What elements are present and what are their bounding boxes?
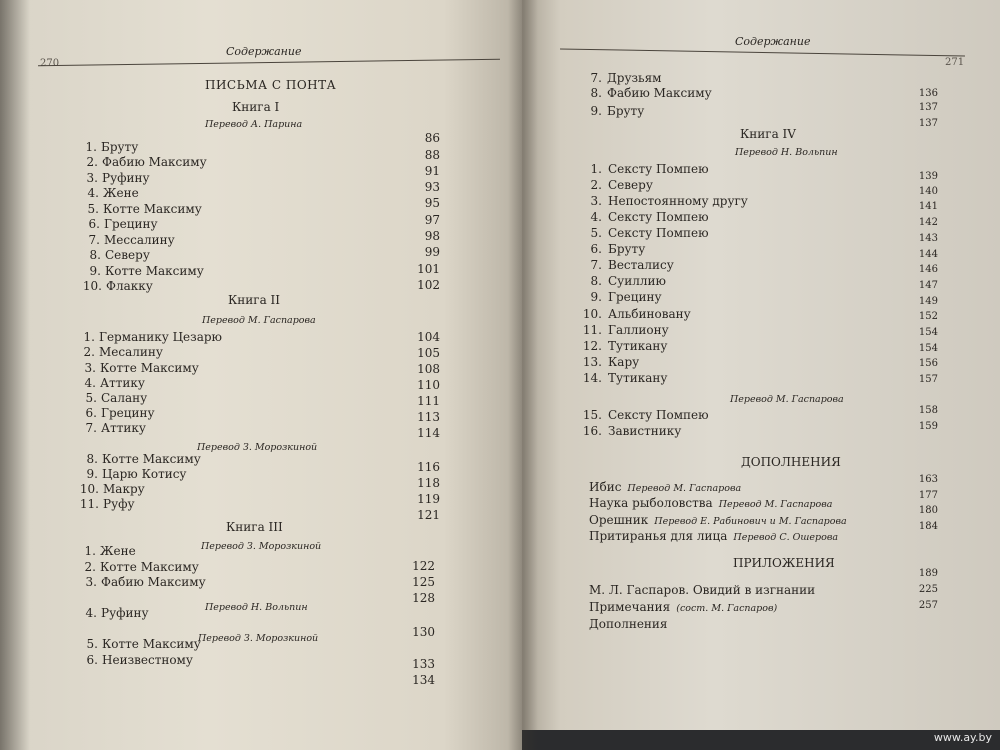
toc-entry-number: 6. (88, 217, 100, 231)
page-ref: 163 (918, 474, 938, 485)
toc-entry-number: 9. (590, 104, 602, 118)
toc-entry-title: Грецину (608, 290, 662, 304)
toc-entry-title: Макру (103, 482, 145, 496)
left-page-number: 270 (40, 58, 60, 69)
page-ref: 121 (417, 508, 440, 522)
page-ref: 146 (918, 264, 938, 275)
toc-entry-title: Друзьям (607, 71, 662, 85)
page-ref: 142 (918, 217, 938, 228)
toc-entry-number: 5. (87, 202, 99, 216)
toc-entry-title: Грецину (104, 217, 158, 231)
toc-entry-number: 16. (582, 424, 602, 438)
toc-entry-number: 15. (582, 408, 602, 422)
page-ref: 140 (918, 186, 938, 197)
page-ref: 136 (918, 88, 938, 99)
toc-entry-translator: Перевод М. Гаспарова (627, 483, 742, 494)
toc-entry-title: Сексту Помпею (608, 162, 709, 176)
toc-entry-title: Бруту (101, 140, 139, 154)
page-ref: 98 (424, 229, 440, 243)
toc-entry-number: 8. (89, 248, 101, 262)
toc-entry-title: Ибис Перевод М. Гаспарова (589, 480, 742, 494)
book4-translator2: Перевод М. Гаспарова (730, 394, 844, 405)
toc-entry-number: 6. (590, 242, 602, 256)
page-ref: 91 (424, 164, 440, 178)
toc-entry-number: 11. (582, 323, 602, 337)
page-ref: 159 (918, 421, 938, 432)
toc-entry-number: 5. (590, 226, 602, 240)
book4-title: Книга IV (740, 127, 796, 141)
book2-translator2: Перевод З. Морозкиной (197, 442, 318, 453)
toc-entry-title: Орешник Перевод Е. Рабинович и М. Гаспарова (589, 513, 847, 527)
page-ref: 116 (417, 460, 440, 474)
toc-entry-title: Примечания (сост. М. Гаспаров) (589, 600, 778, 614)
book1-translator: Перевод А. Парина (205, 119, 303, 130)
page-ref: 189 (918, 568, 938, 579)
page-ref: 152 (918, 311, 938, 322)
toc-entry-title: Притиранья для лица Перевод С. Ошерова (589, 529, 839, 543)
toc-entry-number: 1. (84, 544, 96, 558)
book-gutter (508, 0, 538, 750)
toc-entry-title: М. Л. Гаспаров. Овидий в изгнании (589, 583, 816, 597)
page-ref: 149 (918, 296, 938, 307)
page-ref: 88 (424, 148, 440, 162)
toc-entry-title: Флакку (106, 279, 153, 293)
toc-entry-title: Сексту Помпею (608, 408, 709, 422)
main-title: ПИСЬМА С ПОНТА (205, 78, 337, 92)
right-page-number: 271 (945, 57, 965, 68)
toc-entry-title: Фабию Максиму (607, 86, 712, 100)
supplements-title: ДОПОЛНЕНИЯ (741, 455, 841, 469)
toc-entry-title: Царю Котису (102, 467, 187, 481)
toc-entry-title: Наука рыболовства Перевод М. Гаспарова (589, 496, 833, 510)
toc-entry-number: 9. (590, 290, 602, 304)
toc-entry-number: 13. (582, 355, 602, 369)
toc-entry-number: 4. (590, 210, 602, 224)
toc-entry-number: 1. (83, 330, 95, 344)
toc-entry-title: Руфу (103, 497, 135, 511)
toc-entry-number: 7. (590, 258, 602, 272)
toc-entry-title: Северу (105, 248, 150, 262)
toc-entry-title: Дополнения (589, 617, 668, 631)
toc-entry-number: 2. (590, 178, 602, 192)
page-ref: 137 (918, 118, 938, 129)
toc-entry-title: Котте Максиму (102, 452, 201, 466)
page-ref: 139 (918, 171, 938, 182)
page-ref: 128 (412, 591, 435, 605)
left-running-head: Содержание (226, 45, 302, 58)
page-ref: 257 (918, 600, 938, 611)
page-ref: 158 (918, 405, 938, 416)
toc-entry-title: Весталису (608, 258, 674, 272)
book1-title: Книга I (232, 100, 280, 114)
page-ref: 144 (918, 249, 938, 260)
toc-entry-number: 1. (590, 162, 602, 176)
page-ref: 93 (424, 180, 440, 194)
toc-entry-title: Северу (608, 178, 653, 192)
toc-entry-number: 1. (85, 140, 97, 154)
toc-entry-title: Тутикану (608, 339, 668, 353)
page-ref: 111 (417, 394, 440, 408)
toc-entry-title: Руфину (101, 606, 149, 620)
page-ref: 154 (918, 343, 938, 354)
toc-entry-number: 6. (85, 406, 97, 420)
page-ref: 105 (417, 346, 440, 360)
toc-entry-number: 8. (590, 86, 602, 100)
page-ref: 102 (417, 278, 440, 292)
toc-entry-title: Неизвестному (102, 653, 193, 667)
toc-entry-number: 4. (87, 186, 99, 200)
page-edge-shadow (0, 0, 30, 750)
toc-entry-title: Мессалину (104, 233, 175, 247)
toc-entry-title: Фабию Максиму (102, 155, 207, 169)
toc-entry-translator: Перевод Е. Рабинович и М. Гаспарова (654, 516, 847, 527)
page-ref: 86 (424, 131, 440, 145)
page-ref: 137 (918, 102, 938, 113)
page-ref: 110 (417, 378, 440, 392)
page-ref: 108 (417, 362, 440, 376)
page-ref: 156 (918, 358, 938, 369)
book3-title: Книга III (226, 520, 283, 534)
toc-entry-title: Жене (103, 186, 139, 200)
page-ref: 154 (918, 327, 938, 338)
toc-entry-number: 7. (85, 421, 97, 435)
toc-entry-title: Жене (100, 544, 136, 558)
toc-entry-title: Фабию Максиму (101, 575, 206, 589)
page-ref: 177 (918, 490, 938, 501)
toc-entry-title: Котте Максиму (105, 264, 204, 278)
page-ref: 225 (918, 584, 938, 595)
page-ref: 118 (417, 476, 440, 490)
toc-entry-title: Котте Максиму (100, 361, 199, 375)
page-ref: 143 (918, 233, 938, 244)
toc-entry-number: 11. (79, 497, 99, 511)
toc-entry-number: 5. (85, 391, 97, 405)
page-ref: 157 (918, 374, 938, 385)
toc-entry-number: 6. (86, 653, 98, 667)
toc-entry-title: Котте Максиму (103, 202, 202, 216)
toc-entry-number: 9. (86, 467, 98, 481)
toc-entry-title: Суиллию (608, 274, 666, 288)
page-ref: 184 (918, 521, 938, 532)
toc-entry-number: 8. (590, 274, 602, 288)
toc-entry-number: 7. (590, 71, 602, 85)
toc-entry-title: Бруту (607, 104, 645, 118)
page-ref: 134 (412, 673, 435, 687)
toc-entry-number: 4. (85, 606, 97, 620)
toc-entry-number: 3. (86, 171, 98, 185)
toc-entry-number: 10. (582, 307, 602, 321)
toc-entry-translator: (сост. М. Гаспаров) (676, 603, 778, 614)
toc-entry-number: 14. (582, 371, 602, 385)
book4-translator: Перевод Н. Вольпин (735, 147, 838, 158)
appendices-title: ПРИЛОЖЕНИЯ (733, 556, 835, 570)
toc-entry-title: Аттику (101, 421, 146, 435)
toc-entry-title: Галлиону (608, 323, 669, 337)
right-running-head: Содержание (735, 35, 811, 48)
toc-entry-title: Бруту (608, 242, 646, 256)
toc-entry-number: 2. (83, 345, 95, 359)
toc-entry-title: Непостоянному другу (608, 194, 748, 208)
toc-entry-title: Завистнику (608, 424, 682, 438)
page-ref: 113 (417, 410, 440, 424)
page-ref: 97 (424, 213, 440, 227)
toc-entry-number: 9. (89, 264, 101, 278)
book2-title: Книга II (228, 293, 281, 307)
toc-entry-translator: Перевод М. Гаспарова (718, 499, 833, 510)
toc-entry-number: 2. (86, 155, 98, 169)
page-ref: 122 (412, 559, 435, 573)
page-ref: 119 (417, 492, 440, 506)
book3-translator3: Перевод З. Морозкиной (198, 633, 319, 644)
toc-entry-number: 3. (85, 575, 97, 589)
toc-entry-title: Альбиновану (608, 307, 691, 321)
toc-entry-title: Грецину (101, 406, 155, 420)
toc-entry-number: 10. (79, 482, 99, 496)
toc-entry-number: 4. (84, 376, 96, 390)
toc-entry-number: 5. (86, 637, 98, 651)
book3-translator: Перевод З. Морозкиной (201, 541, 322, 552)
page-ref: 180 (918, 505, 938, 516)
page-ref: 95 (424, 196, 440, 210)
toc-entry-title: Котте Максиму (100, 560, 199, 574)
watermark: www.ay.by (933, 731, 992, 744)
toc-entry-title: Сексту Помпею (608, 210, 709, 224)
page-ref: 130 (412, 625, 435, 639)
toc-entry-number: 7. (88, 233, 100, 247)
toc-entry-title: Аттику (100, 376, 145, 390)
toc-entry-number: 10. (82, 279, 102, 293)
page-ref: 104 (417, 330, 440, 344)
page-ref: 99 (424, 245, 440, 259)
toc-entry-number: 2. (84, 560, 96, 574)
page-ref: 114 (417, 426, 440, 440)
toc-entry-title: Руфину (102, 171, 150, 185)
book3-translator2: Перевод Н. Вольпин (205, 602, 308, 613)
toc-entry-title: Месалину (99, 345, 163, 359)
page-ref: 133 (412, 657, 435, 671)
toc-entry-title: Сексту Помпею (608, 226, 709, 240)
toc-entry-translator: Перевод С. Ошерова (733, 532, 839, 543)
toc-entry-title: Тутикану (608, 371, 668, 385)
page-ref: 147 (918, 280, 938, 291)
toc-entry-number: 3. (84, 361, 96, 375)
toc-entry-title: Кару (608, 355, 640, 369)
toc-entry-title: Германику Цезарю (99, 330, 222, 344)
toc-entry-title: Салану (101, 391, 148, 405)
page-ref: 101 (417, 262, 440, 276)
page-ref: 125 (412, 575, 435, 589)
page-ref: 141 (918, 201, 938, 212)
toc-entry-number: 12. (582, 339, 602, 353)
toc-entry-number: 3. (590, 194, 602, 208)
toc-entry-number: 8. (86, 452, 98, 466)
book2-translator: Перевод М. Гаспарова (202, 315, 316, 326)
toc-entry-title: Котте Максиму (102, 637, 201, 651)
